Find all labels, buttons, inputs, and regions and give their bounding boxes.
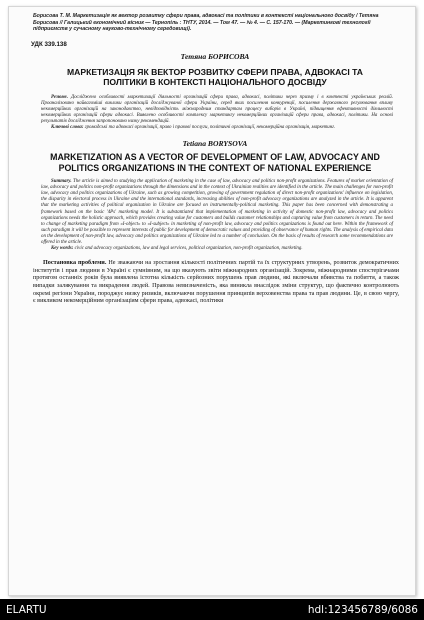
keywords-text-en: civic and advocacy organizations, law and legal services, political organization, non-profit organization, marketing. [74,245,303,251]
keywords-en [41,246,393,252]
abstract-label-en: Summary. [51,179,72,185]
body-text: Не зважаючи на зростання кількості політичних партій та їх структурних утворень, розвиток демократичних інститутів і прав людини в Україні є сумнівним, на що вказують звіти міжнародних організацій. Зокрема, міжнародними спостерігачами протягом останніх років була виявлена істотна кількість серйозних порушень прав людини, які включали вбивства та побиття, а також випадки залякування та викрадення людей. Правова невизначеність, яка виникла внаслідок зміни структур, що фактично контролюють окремі регіони України, породжує низку ризиків, включаючи порушення принципів верховенства права та прав людини. Це, в свою чергу, є викликом некомерційним організаціям сфери права, адвокасі, політики [33,259,399,305]
abstract-text-en: The article is aimed to studying the application of marketing in the case of law, advocacy and politics non-profit organizations. Features of market orientation of law, advocacy and politics non-profit organizations through the dimensions and in the context of Ukrainian realities are identified in the article. The main challenges for non-profit law, advocacy and politics organizations of Ukraine, such as growing competition, growing of government regulation of direct non-profit organizations' influence on legislation, the disparity in electoral process in Ukraine and the international standards, increasing abilities of non-profit advocacy organizations are analyzed in the article. It is apparent that the marketing activities of political organization in Ukraine are focused on instrumentally-political marketing. This paper has been concerned with demonstrating a framework based on the basic '4Ps' marketing model. It is substantiated that implementation of marketing in activity of domestic non-profit law, advocacy and politics organizations needs the holistic approach, which provides creating value for customers and builds customer relationships and capturing value from customers in return. The need to change of marketing paradigm from «I-object» to «I-subject» in marketing of non-profit law, advocacy and politics organizations is found out here. Within the framework of such paradigm it will be possible to represent interests of public for development of democratic values and providing of observance of human rights. The analysis of empirical data on the development of non-profit law, advocacy and politics organizations of Ukraine led to a number of conclusion. On the basis of results of research some recommendations are offered in the article. [41,179,393,245]
author-en: Tetiana BORYSOVA [182,139,248,149]
handle-identifier: hdl:123456789/6086 [307,603,418,616]
repository-footer-bar [0,599,424,620]
abstract-label-uk: Резюме. [51,95,68,101]
abstract-en [41,179,393,246]
abstract-text-uk: Досліджено особливості маркетизації діяльності організацій сфери права, адвокасі, політики через призму і в контексті українських реалій. Проаналізовано найвагоміші виклики організацій досліджуваної сфери України, серед яких посилення конкуренції, посилення державного регулювання впливу некомерційних організацій на законодавство, невідповідність міжнародним стандартам процесу виборів в Україні, підвищення ефективності діяльності некомерційних організацій сфери адвокасі. Виявлено особливості комплексу маркетингу некомерційних організацій сфери права, адвокасі, політики. На основі результатів дослідження запропоновано низку рекомендацій. [41,95,393,125]
document-page [8,6,416,596]
keywords-label-en: Key words: [51,245,74,251]
udk-code: УДК 339.138 [31,40,67,48]
citation: Борисова Т. М. Маркетизація як вектор розвитку сфери права, адвокасі та політики в контексті національного досвіду / Тетяна Борисова // Галицький економічний вісник — Тернопіль : ТНТУ, 2014. — Том 47. — № 4. — С. 157-170. — (Маркетингові технології підприємств у сучасному науково-технічному середовищі). [33,13,379,33]
keywords-uk [41,125,393,131]
title-uk: МАРКЕТИЗАЦІЯ ЯК ВЕКТОР РОЗВИТКУ СФЕРИ ПРАВА, АДВОКАСІ ТА ПОЛІТИКИ В КОНТЕКСТІ НАЦІОНАЛЬНОГО ДОСВІДУ [66,66,364,87]
problem-statement-label: Постановка проблеми. [43,259,107,266]
body-paragraph [33,260,399,306]
author-uk: Тетяна БОРИСОВА [180,51,250,61]
keywords-text-uk: громадські та адвокасі організації, право і правові послуги, політичні організації, некомерційна організація, маркетинг. [84,125,336,131]
keywords-label-uk: Ключові слова: [51,125,84,131]
title-en: MARKETIZATION AS A VECTOR OF DEVELOPMENT OF LAW, ADVOCACY AND POLITICS ORGANIZATIONS IN THE CONTEXT OF NATIONAL EXPERIENCE [50,152,380,173]
repository-name: ELARTU [6,603,47,616]
abstract-uk [41,95,393,125]
